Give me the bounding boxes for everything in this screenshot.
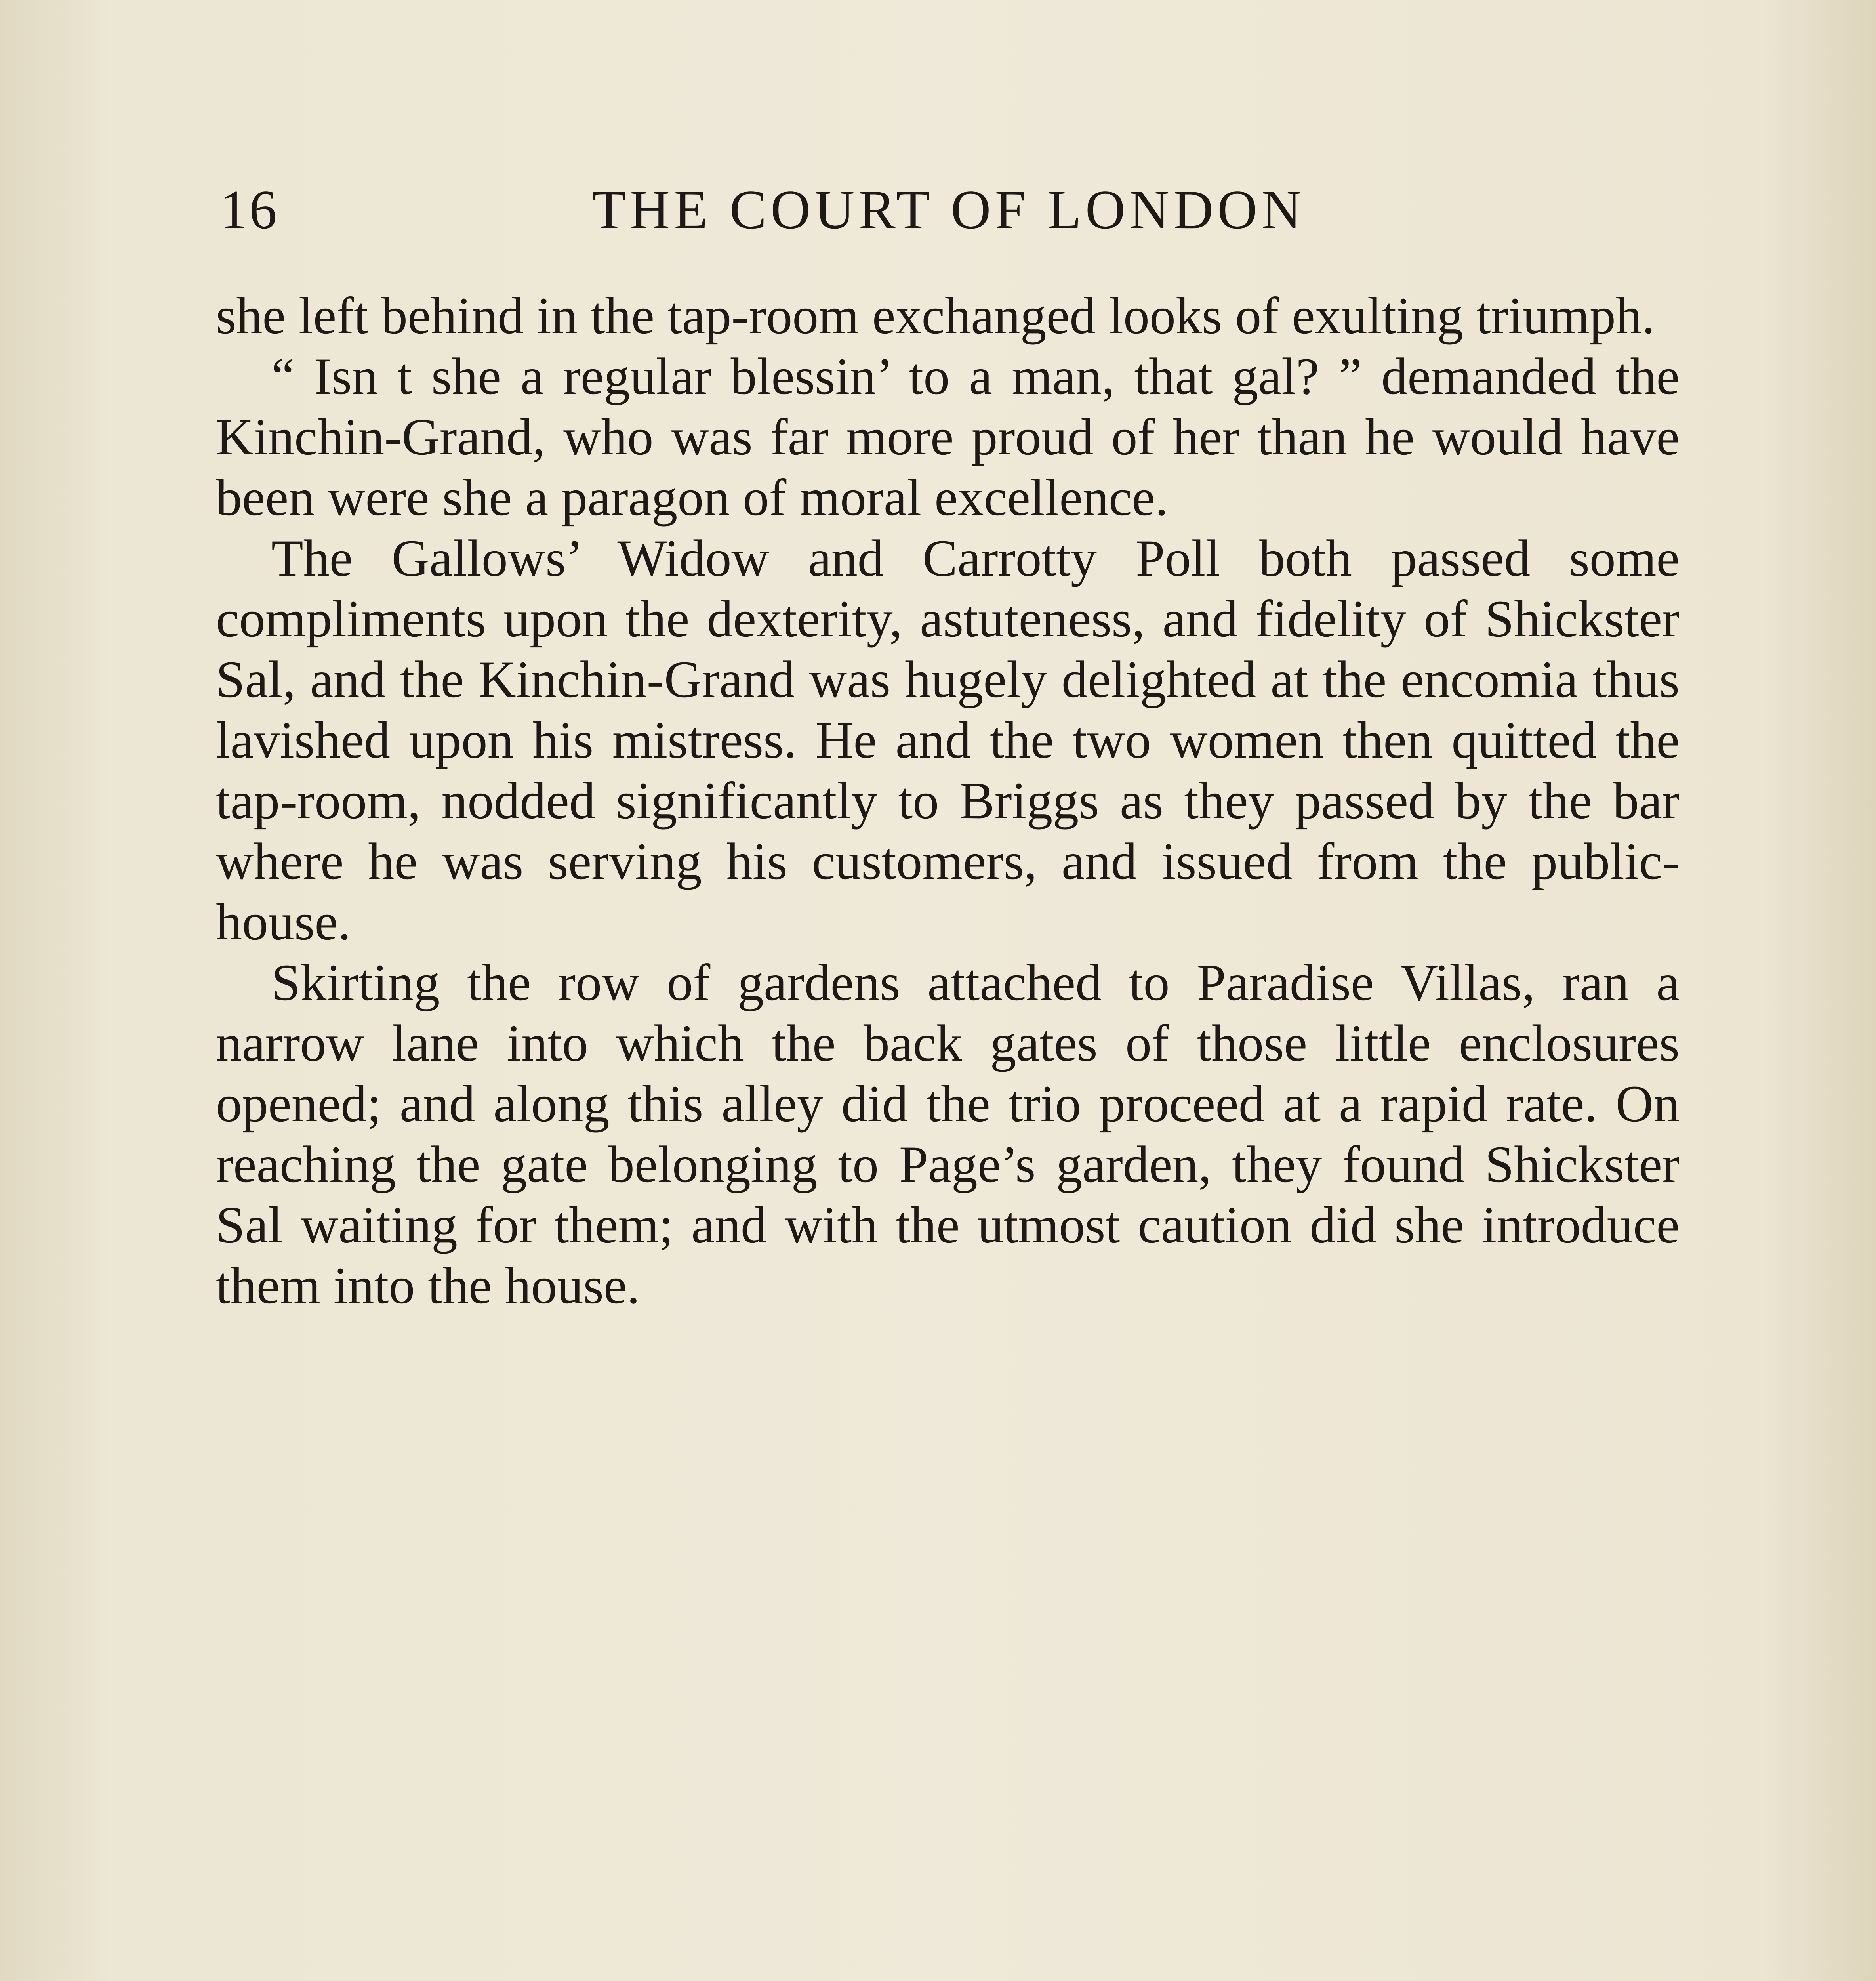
page-header	[216, 170, 1682, 258]
paragraph: The Gallows’ Widow and Carrotty Poll both passed some compliments upon the dexterity, astuteness, and fidelity of Shickster Sal, and the Kinchin-Grand was hugely delighted at the encomia thus lavished upon his mistress. He and the two women then quitted the tap-room, nodded significantly to Briggs as they passed by the bar where he was serving his customers, and issued from the public-house.	[216, 529, 1680, 951]
paragraph: Skirting the row of gardens attached to Paradise Villas, ran a narrow lane into which the back gates of those little enclosures opened; and along this alley did the trio proceed at a rapid rate. On reaching the gate belonging to Page’s garden, they found Shickster Sal waiting for them; and with the utmost caution did she introduce them into the house.	[216, 953, 1680, 1315]
running-head: THE COURT OF LONDON	[592, 179, 1306, 240]
paragraph: “ Isn t she a regular blessin’ to a man, that gal? ” demanded the Kinchin-Grand, who was far more proud of her than he would have been were she a paragon of moral excellence.	[216, 347, 1680, 527]
page-number: 16	[220, 179, 278, 240]
body-text	[216, 285, 1680, 1316]
paragraph: she left behind in the tap-room exchanged looks of exulting triumph.	[216, 286, 1655, 345]
